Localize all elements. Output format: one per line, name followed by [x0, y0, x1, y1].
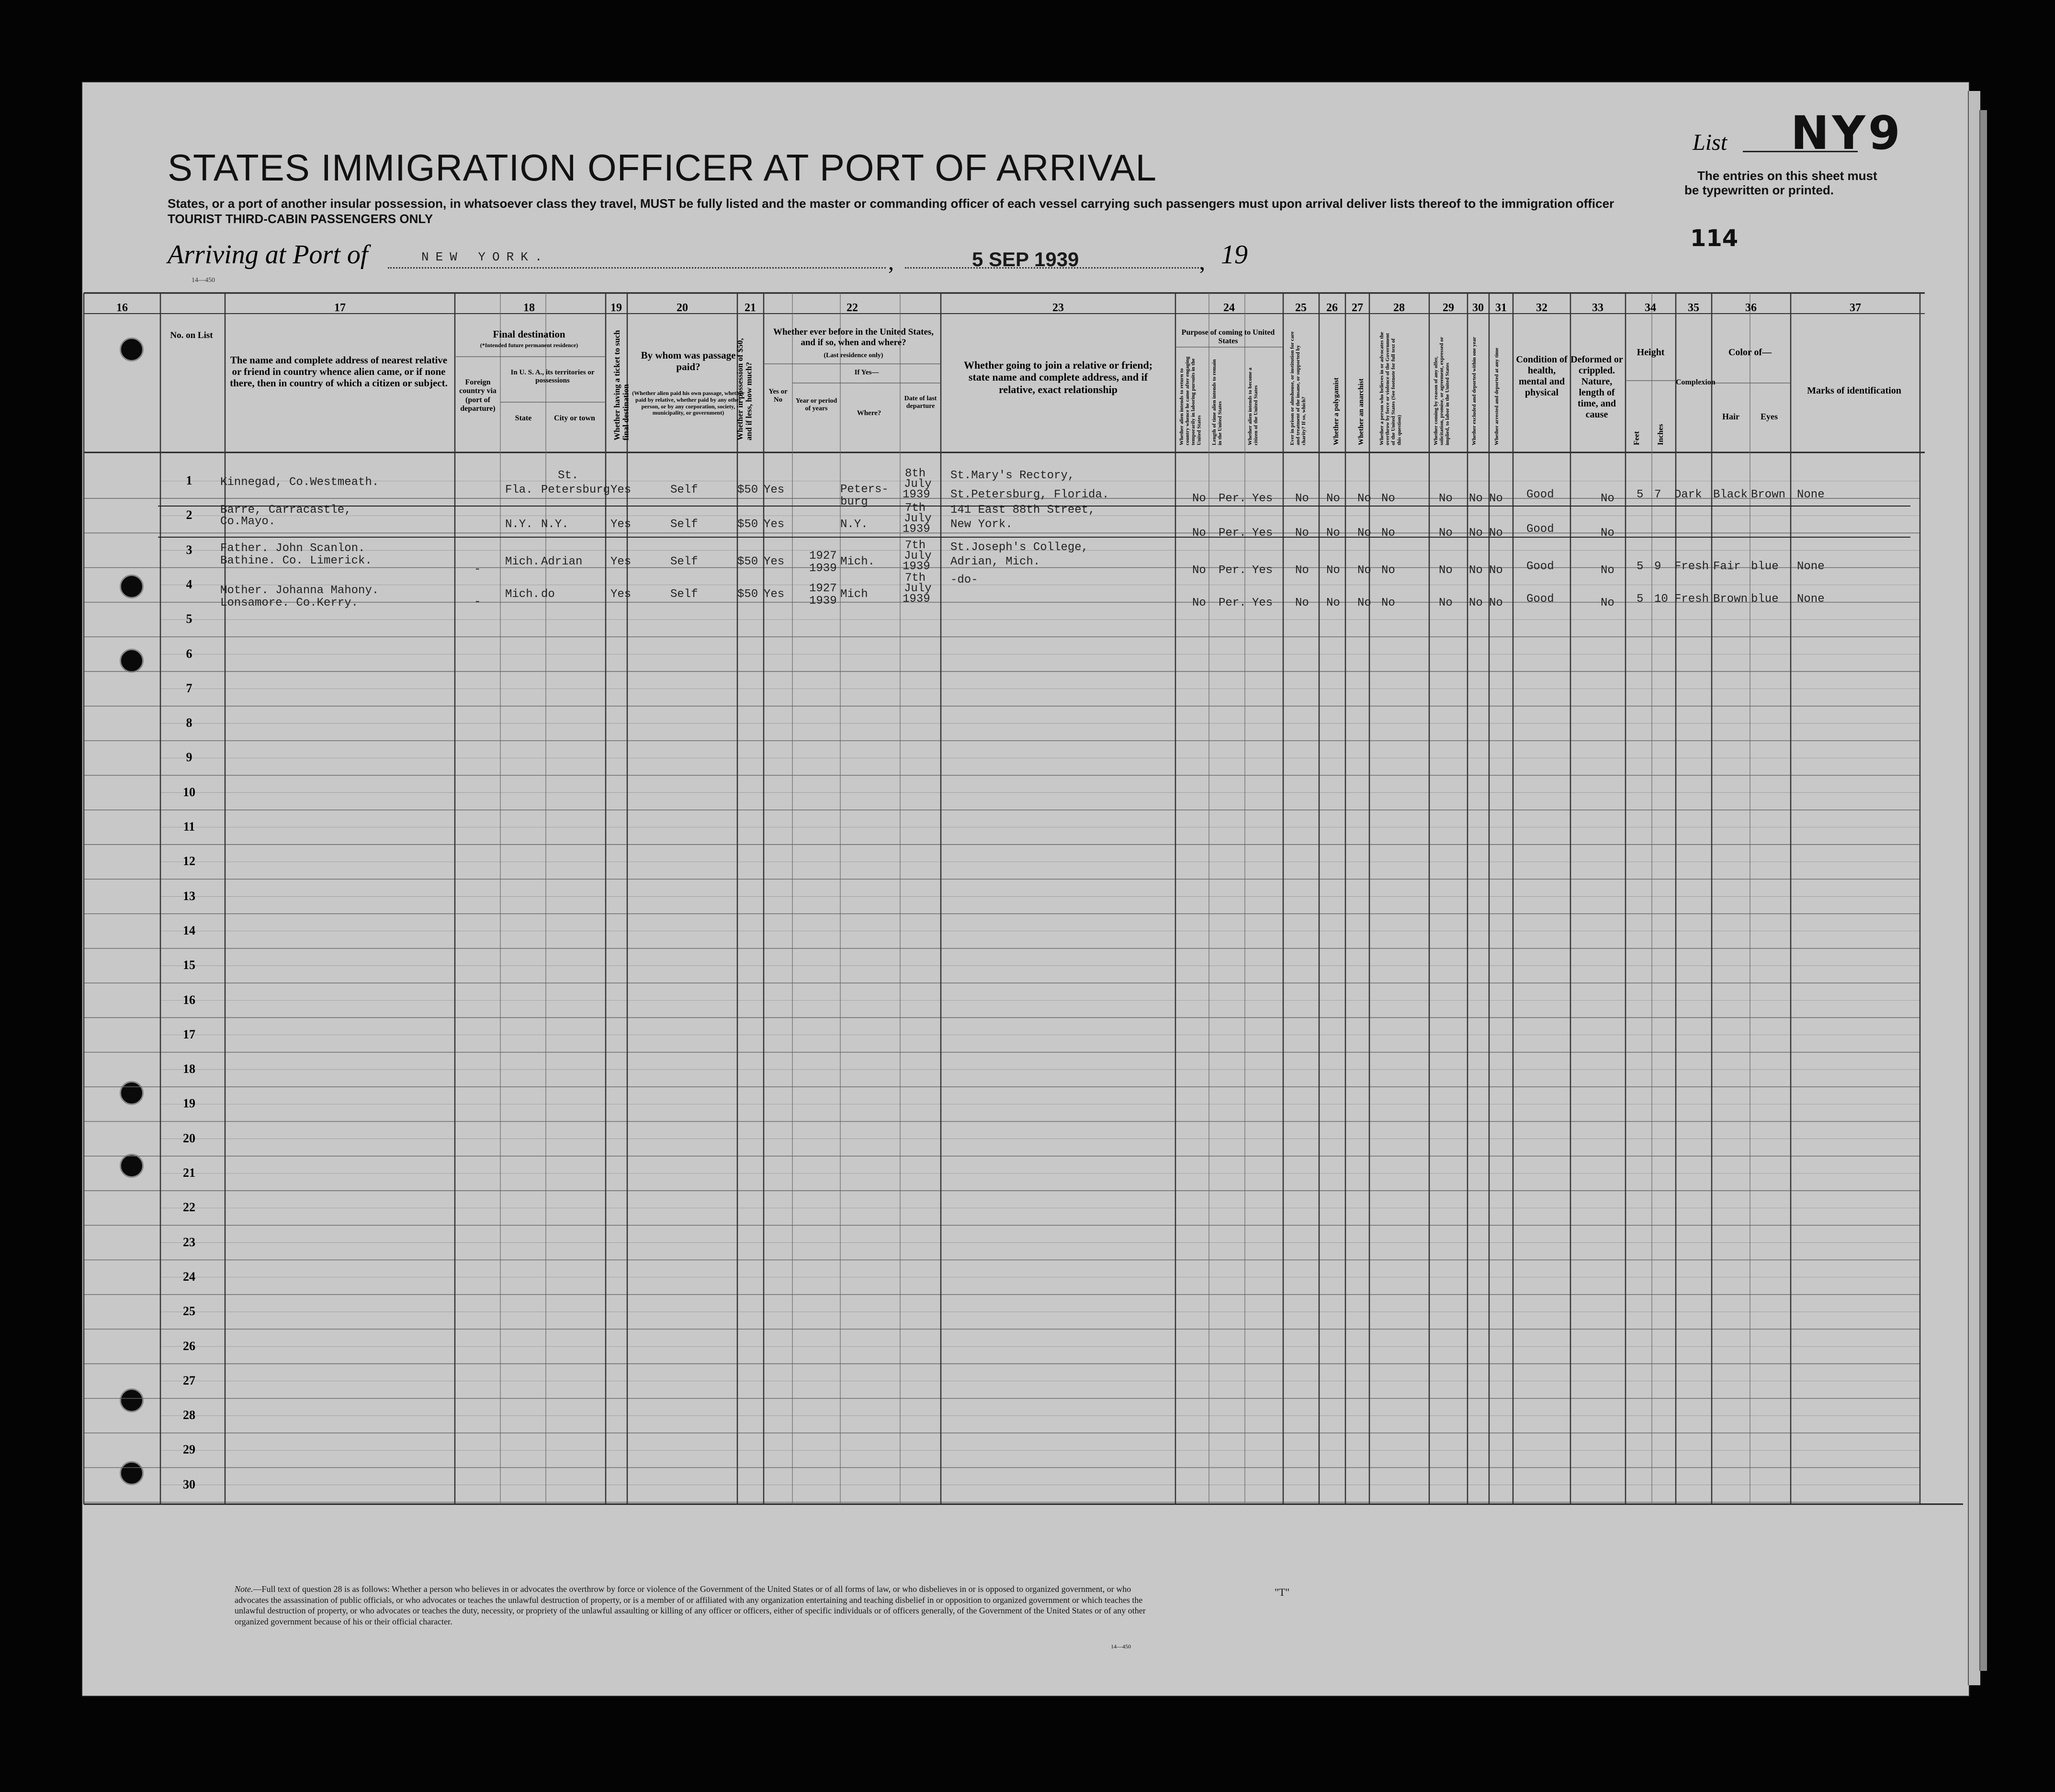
header-years: Year or period of years — [795, 397, 837, 413]
cell-c27: No — [1357, 527, 1371, 540]
column-number: 31 — [1495, 302, 1507, 314]
form-code-top: 14—450 — [192, 277, 215, 284]
entries-note-2: be typewritten or printed. — [1684, 183, 1834, 197]
row-number: 16 — [183, 992, 195, 1007]
column-number: 21 — [745, 302, 756, 314]
cell-join: -do- — [950, 574, 978, 586]
header-height: Height — [1637, 347, 1665, 358]
cell-c27: No — [1357, 492, 1371, 505]
cell-c25: No — [1295, 492, 1309, 505]
row-number: 3 — [186, 542, 192, 557]
row-number: 19 — [183, 1096, 195, 1111]
header-overthrow: Whether a person who believes in or advocates the overthrow by force or violence of the Government of the United States (See footnote for full text of this question) — [1379, 332, 1402, 445]
header-ticket: Whether having a ticket to such final destination — [612, 330, 631, 440]
cell-money: $50 — [737, 555, 758, 568]
cell-c25: No — [1295, 597, 1309, 609]
cell-c24a: No — [1192, 597, 1206, 609]
cell-years: 1927 — [809, 582, 837, 595]
header-final-destination-note: (*Intended future permanent residence) — [480, 342, 578, 349]
cell-state: N.Y. — [505, 518, 533, 531]
cell-relative2: Lonsamore. Co.Kerry. — [220, 597, 359, 609]
cell-relative2: Co.Mayo. — [220, 515, 276, 528]
cell-date_c: 1939 — [903, 560, 930, 573]
header-date-departure: Date of last departure — [904, 395, 937, 410]
cell-before: Yes — [764, 518, 785, 531]
column-number: 25 — [1295, 302, 1307, 314]
column-number: 29 — [1443, 302, 1454, 314]
cell-health: Good — [1526, 593, 1554, 606]
cell-date_b: July — [904, 512, 932, 525]
cell-state: Fla. — [505, 484, 533, 496]
port-value: NEW YORK. — [421, 250, 549, 264]
row-number: 13 — [183, 889, 195, 903]
cell-c31: No — [1489, 564, 1503, 577]
cell-eyes: Brown — [1751, 488, 1786, 501]
cell-c24b: Per. — [1219, 527, 1246, 540]
cell-ticket: Yes — [610, 588, 632, 601]
cell-c27: No — [1357, 564, 1371, 577]
header-prison: Ever in prison or almshouse, or institution for care and treatment of the insane, or supported by charity? If so, which? — [1289, 331, 1307, 445]
cell-c29: No — [1439, 492, 1453, 505]
cell-state: Mich. — [505, 555, 540, 568]
cell-c28: No — [1381, 492, 1395, 505]
header-hair: Hair — [1722, 412, 1739, 421]
row-number: 1 — [186, 473, 192, 487]
cell-c31: No — [1489, 597, 1503, 609]
row-number: 10 — [183, 785, 195, 799]
column-number: 16 — [116, 302, 128, 314]
cell-years: 1927 — [809, 550, 837, 563]
comma: , — [888, 249, 894, 275]
cell-date_c: 1939 — [903, 523, 930, 536]
column-number: 33 — [1592, 302, 1603, 314]
cell-date_a: 8th — [905, 467, 926, 480]
cell-date_b: July — [904, 582, 932, 595]
cell-where: Peters-burg — [840, 483, 889, 509]
cell-ticket: Yes — [610, 518, 632, 531]
cell-c30: No — [1469, 527, 1483, 540]
row-number: 22 — [183, 1200, 195, 1215]
cell-join: St.Mary's Rectory, — [950, 469, 1075, 482]
row-number: 9 — [186, 750, 192, 765]
header-polygamist: Whether a polygamist — [1332, 377, 1340, 445]
row-number: 28 — [183, 1408, 195, 1422]
header-ever-before: Whether ever before in the United States, and if so, when and where? — [773, 327, 934, 348]
header-yes-no: Yes or No — [768, 388, 788, 404]
header-state: State — [515, 414, 532, 422]
row-number: 11 — [183, 820, 195, 834]
row-number: 29 — [183, 1443, 195, 1457]
cell-c29: No — [1439, 564, 1453, 577]
column-number: 17 — [334, 302, 346, 314]
header-purpose-length: Length of time alien intends to remain in the United States — [1211, 359, 1223, 445]
cell-c24c: Yes — [1252, 492, 1273, 505]
cell-money: $50 — [737, 518, 758, 531]
column-number: 18 — [523, 302, 535, 314]
cell-c29: No — [1439, 527, 1453, 540]
column-number: 36 — [1745, 302, 1757, 314]
cell-c30: No — [1469, 564, 1483, 577]
arriving-label: Arriving at Port of — [168, 240, 368, 270]
cell-before: Yes — [764, 588, 785, 601]
cell-paid: Self — [670, 555, 698, 568]
header-relative: The name and complete address of nearest relative or friend in country whence alien came, or if none there, then in country of which a citizen or subject. — [230, 354, 448, 389]
cell-eyes: blue — [1751, 560, 1779, 573]
cell-date_b: July — [904, 550, 932, 563]
entries-note-1: The entries on this sheet must — [1697, 169, 1877, 183]
header-passage-paid: By whom was passage paid? — [641, 349, 736, 373]
header-no-on-list: No. on List — [170, 330, 213, 340]
cell-join2: Adrian, Mich. — [950, 555, 1040, 568]
cell-inches: 7 — [1654, 488, 1661, 501]
cell-date_a: 7th — [905, 502, 926, 515]
cell-hair: Black — [1713, 488, 1748, 501]
header-arrested: Whether arrested and deported at any time — [1494, 348, 1500, 445]
cell-c31: No — [1489, 527, 1503, 540]
cell-c24a: No — [1192, 492, 1206, 505]
cell-years2: 1939 — [809, 595, 837, 608]
passenger-class: TOURIST THIRD-CABIN PASSENGERS ONLY — [168, 212, 433, 226]
footnote-text: —Full text of question 28 is as follows: Whether a person who believes in or advocates the overthrow by force or violence of the Government of the United States or of all forms of law, or who disbelieves in or is opposed to organized government, or who advocates the assassination of public officials, or who advocates or teaches the unlawful destruction of property, or is a member of or affiliated with any organization entertaining and teaching disbelief in or opposition to organized government or which teaches the unlawful destruction of property, or who advocates or teaches the duty, necessity, or propriety of the unlawful assaulting or killing of any officer or officers, either of specific individuals or of officers generally, of the Government of the United States or of any other organized government because of his or their official character. — [235, 1584, 1146, 1626]
cell-c25: No — [1295, 564, 1309, 577]
cell-before: Yes — [764, 555, 785, 568]
cell-city: Adrian — [541, 555, 583, 568]
cell-date_a: 7th — [905, 539, 926, 552]
column-number: 30 — [1472, 302, 1484, 314]
cell-paid: Self — [670, 518, 698, 531]
cell-paid: Self — [670, 588, 698, 601]
column-number: 28 — [1393, 302, 1405, 314]
cell-c26: No — [1326, 492, 1340, 505]
row-number: 30 — [183, 1477, 195, 1491]
cell-inches: 10 — [1654, 593, 1668, 606]
row-number: 12 — [183, 854, 195, 868]
cell-relative: Father. John Scanlon. — [220, 542, 365, 555]
list-number: NY9 — [1791, 106, 1903, 160]
cell-marks: None — [1797, 560, 1825, 573]
cell-c26: No — [1326, 564, 1340, 577]
cell-where: Mich — [840, 588, 868, 601]
row-number: 17 — [183, 1027, 195, 1041]
page-title: STATES IMMIGRATION OFFICER AT PORT OF ARRIVAL — [168, 147, 1157, 189]
row-number: 20 — [183, 1131, 195, 1145]
row-number: 7 — [186, 681, 192, 695]
row-number: 14 — [183, 923, 195, 937]
header-city: City or town — [554, 414, 595, 422]
row-number: 15 — [183, 958, 195, 972]
row-number: 26 — [183, 1339, 195, 1353]
sheet-number: 114 — [1690, 225, 1739, 252]
cell-ticket: Yes — [610, 484, 632, 496]
column-number: 24 — [1223, 302, 1235, 314]
cell-relative: Barre, Carracastle, — [220, 504, 351, 517]
cell-c29: No — [1439, 597, 1453, 609]
cell-city: do — [541, 588, 555, 601]
cell-complexion: Fresh — [1674, 560, 1709, 573]
footnote — [235, 1584, 1159, 1627]
cell-c30: No — [1469, 492, 1483, 505]
header-final-destination: Final destination — [493, 328, 565, 340]
column-number: 26 — [1326, 302, 1338, 314]
row-number: 5 — [186, 612, 192, 626]
cell-where: N.Y. — [840, 518, 868, 531]
column-number: 23 — [1052, 302, 1064, 314]
cell-money: $50 — [737, 484, 758, 496]
comma: , — [1199, 249, 1205, 275]
cell-date_a: 7th — [905, 572, 926, 585]
header-join-relative: Whether going to join a relative or friend; state name and complete address, and if relative, exact relationship — [963, 359, 1153, 395]
cell-health: Good — [1526, 488, 1554, 501]
cell-relative: Kinnegad, Co.Westmeath. — [220, 476, 379, 489]
cell-join2: St.Petersburg, Florida. — [950, 488, 1109, 501]
header-feet: Feet — [1633, 431, 1641, 445]
cell-c27: No — [1357, 597, 1371, 609]
cell-deformed: No — [1601, 564, 1615, 577]
cell-c24a: No — [1192, 564, 1206, 577]
cell-c26: No — [1326, 527, 1340, 540]
date-stamp: 5 SEP 1939 — [972, 248, 1079, 270]
cell-money: $50 — [737, 588, 758, 601]
header-purpose: Purpose of coming to United States — [1181, 328, 1275, 346]
cell-c24c: Yes — [1252, 597, 1273, 609]
cell-inches: 9 — [1654, 560, 1661, 573]
cell-relative: Mother. Johanna Mahony. — [220, 584, 379, 597]
column-number: 22 — [847, 302, 858, 314]
cell-foreign: - — [474, 596, 481, 609]
cell-deformed: No — [1601, 492, 1615, 505]
cell-ticket: Yes — [610, 555, 632, 568]
cell-c31: No — [1489, 492, 1503, 505]
cell-c25: No — [1295, 527, 1309, 540]
cell-relative2: Bathine. Co. Limerick. — [220, 554, 372, 567]
row-number: 8 — [186, 716, 192, 730]
cell-c28: No — [1381, 597, 1395, 609]
column-number: 20 — [677, 302, 688, 314]
cell-c30: No — [1469, 597, 1483, 609]
cell-where: Mich. — [840, 555, 875, 568]
header-labor-offer: Whether coming by reason of any offer, solicitation, promise, or agreement, expressed or implied, to labor in the United States — [1433, 337, 1451, 445]
page-subtitle: States, or a port of another insular possession, in whatsoever class they travel, MUST be fully listed and the master or commanding officer of each vessel carrying such passengers must upon arrival deliver lists thereof to the immigration officer — [168, 196, 1615, 211]
cell-city: N.Y. — [541, 518, 569, 531]
cell-hair: Brown — [1713, 593, 1748, 606]
cell-city: Petersburg — [541, 484, 610, 496]
cell-health: Good — [1526, 523, 1554, 536]
header-color-of: Color of— — [1728, 347, 1772, 358]
cell-hair: Fair — [1713, 560, 1741, 573]
cell-complexion: Dark — [1674, 488, 1702, 501]
header-excluded: Whether excluded and deported within one year — [1471, 337, 1477, 445]
header-foreign-country: Foreign country via (port of departure) — [459, 378, 497, 413]
cell-feet: 5 — [1637, 593, 1644, 606]
row-number: 23 — [183, 1235, 195, 1249]
header-if-yes: If Yes— — [854, 369, 879, 376]
cell-marks: None — [1797, 488, 1825, 501]
cell-complexion: Fresh — [1674, 593, 1709, 606]
column-number: 35 — [1688, 302, 1699, 314]
cell-c24c: Yes — [1252, 564, 1273, 577]
header-inches: Inches — [1657, 424, 1665, 445]
cell-deformed: No — [1601, 527, 1615, 540]
cell-date_c: 1939 — [903, 593, 930, 606]
form-code: 14—450 — [1111, 1643, 1131, 1650]
cell-paid: Self — [670, 484, 698, 496]
cell-c28: No — [1381, 527, 1395, 540]
header-passage-note: (Whether alien paid his own passage, whether paid by relative, whether paid by any other person, or by any corporation, society, municipality, or government) — [632, 390, 745, 417]
header-health: Condition of health, mental and physical — [1516, 354, 1568, 398]
cell-c24a: No — [1192, 527, 1206, 540]
column-number: 27 — [1352, 302, 1363, 314]
cell-c28: No — [1381, 564, 1395, 577]
header-purpose-citizen: Whether alien intends to become a citizen of the United States — [1247, 367, 1259, 445]
header-fifty-dollars: Whether in possession of $50, and if less, how much? — [735, 338, 754, 440]
row-number: 2 — [186, 508, 192, 522]
cell-c24b: Per. — [1219, 597, 1246, 609]
header-complexion: Complexion — [1676, 378, 1716, 386]
cell-foreign: - — [474, 563, 481, 576]
column-number: 19 — [610, 302, 622, 314]
header-purpose-return: Whether alien intends to return to country whence he came after engaging temporarily in laboring pursuits in the United States — [1179, 356, 1202, 445]
row-number: 21 — [183, 1166, 195, 1180]
header-anarchist: Whether an anarchist — [1357, 378, 1365, 445]
header-in-usa: In U. S. A., its territories or possessions — [510, 369, 595, 385]
header-last-residence: (Last residence only) — [824, 352, 883, 359]
cell-c24c: Yes — [1252, 527, 1273, 540]
cell-eyes: blue — [1751, 593, 1779, 606]
cell-c24b: Per. — [1219, 492, 1246, 505]
row-number: 4 — [186, 577, 192, 591]
column-number: 34 — [1645, 302, 1656, 314]
cell-c24b: Per. — [1219, 564, 1246, 577]
row-number: 6 — [186, 646, 192, 661]
cell-feet: 5 — [1637, 560, 1644, 573]
row-number: 27 — [183, 1373, 195, 1387]
header-marks: Marks of identification — [1807, 385, 1901, 396]
cell-join: 141 East 88th Street, — [950, 504, 1095, 517]
footnote-lead: Note. — [235, 1584, 253, 1594]
header-where: Where? — [857, 409, 881, 417]
column-number: 37 — [1850, 302, 1861, 314]
t-mark: "T" — [1275, 1586, 1290, 1598]
year-label: 19 — [1221, 240, 1248, 270]
cell-deformed: No — [1601, 597, 1615, 609]
row-number: 24 — [183, 1269, 195, 1284]
cell-date_c: 1939 — [903, 488, 930, 501]
cell-city_top: St. — [558, 469, 579, 482]
column-number: 32 — [1536, 302, 1547, 314]
cell-join: St.Joseph's College, — [950, 541, 1089, 554]
cell-c26: No — [1326, 597, 1340, 609]
header-eyes: Eyes — [1761, 412, 1778, 421]
header-deformed: Deformed or crippled. Nature, length of time, and cause — [1570, 354, 1623, 420]
cell-feet: 5 — [1637, 488, 1644, 501]
cell-state: Mich. — [505, 588, 540, 601]
cell-years2: 1939 — [809, 562, 837, 575]
row-number: 25 — [183, 1304, 195, 1319]
row-number: 18 — [183, 1062, 195, 1076]
cell-health: Good — [1526, 560, 1554, 573]
cell-join2: New York. — [950, 518, 1013, 531]
cell-before: Yes — [764, 484, 785, 496]
list-label: List — [1693, 130, 1728, 155]
cell-marks: None — [1797, 593, 1825, 606]
cell-date_b: July — [904, 478, 932, 491]
